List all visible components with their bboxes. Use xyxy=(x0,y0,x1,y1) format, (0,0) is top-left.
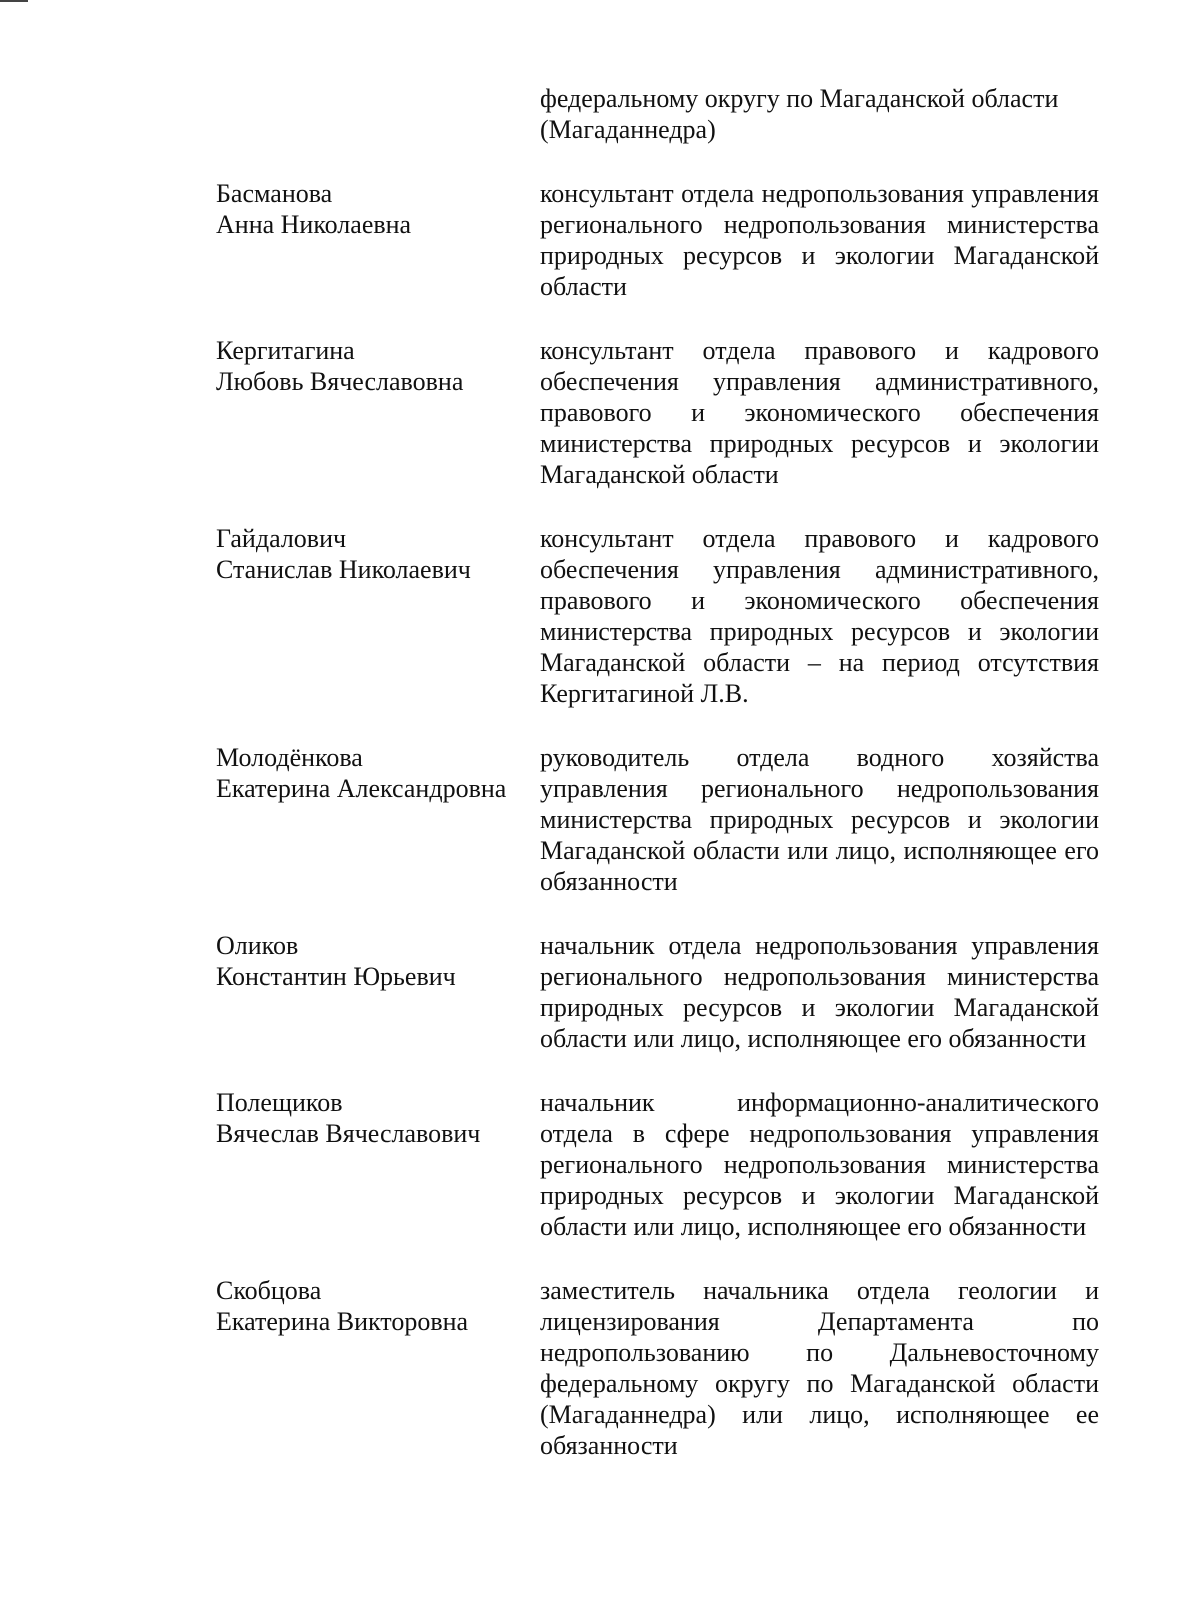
member-surname: Гайдалович xyxy=(216,524,347,553)
member-position: консультант отдела недропользования управления регионального недропользования министерства природных ресурсов и экологии Магаданской области xyxy=(540,179,1099,301)
member-given-names: Екатерина Александровна xyxy=(216,774,507,803)
member-position: консультант отдела правового и кадрового обеспечения управления административного, правового и экономического обеспечения министерства природных ресурсов и экологии Магаданской области – на период отсутствия Кергитагиной Л.В. xyxy=(540,524,1099,708)
member-entry xyxy=(216,523,1099,709)
member-given-names: Вячеслав Вячеславович xyxy=(216,1119,481,1148)
member-name xyxy=(216,742,540,897)
member-name xyxy=(216,930,540,1054)
member-given-names: Екатерина Викторовна xyxy=(216,1307,469,1336)
member-entry xyxy=(216,742,1099,897)
member-name xyxy=(216,1275,540,1461)
member-entry xyxy=(216,930,1099,1054)
member-position: заместитель начальника отдела геологии и лицензирования Департамента по недропользованию по Дальневосточному федеральному округу по Магаданской области (Магаданнедра) или лицо, исполняющее ее обязанности xyxy=(540,1276,1099,1460)
continued-position-text: федеральному округу по Магаданской области (Магаданнедра) xyxy=(540,84,1059,144)
member-surname: Молодёнкова xyxy=(216,743,363,772)
member-given-names: Константин Юрьевич xyxy=(216,962,456,991)
member-given-names: Станислав Николаевич xyxy=(216,555,471,584)
member-surname: Скобцова xyxy=(216,1276,322,1305)
member-position: начальник информационно-аналитического отдела в сфере недропользования управления регионального недропользования министерства природных ресурсов и экологии Магаданской области или лицо, исполняющее его обязанности xyxy=(540,1088,1099,1241)
member-name xyxy=(216,335,540,490)
member-name xyxy=(216,1087,540,1242)
member-name xyxy=(216,178,540,302)
member-surname: Оликов xyxy=(216,931,299,960)
member-given-names: Любовь Вячеславовна xyxy=(216,367,464,396)
member-surname: Басманова xyxy=(216,179,333,208)
member-entry xyxy=(216,1275,1099,1461)
member-list xyxy=(216,178,1099,1494)
member-position: руководитель отдела водного хозяйства управления регионального недропользования министерства природных ресурсов и экологии Магаданской области или лицо, исполняющее его обязанности xyxy=(540,743,1099,896)
member-entry xyxy=(216,335,1099,490)
member-surname: Полещиков xyxy=(216,1088,343,1117)
member-name xyxy=(216,523,540,709)
member-given-names: Анна Николаевна xyxy=(216,210,412,239)
member-surname: Кергитагина xyxy=(216,336,355,365)
member-entry xyxy=(216,178,1099,302)
member-entry xyxy=(216,1087,1099,1242)
member-position: консультант отдела правового и кадрового обеспечения управления административного, правового и экономического обеспечения министерства природных ресурсов и экологии Магаданской области xyxy=(540,336,1099,489)
member-position: начальник отдела недропользования управления регионального недропользования министерства природных ресурсов и экологии Магаданской области или лицо, исполняющее его обязанности xyxy=(540,931,1099,1053)
scan-edge-mark xyxy=(0,0,28,2)
